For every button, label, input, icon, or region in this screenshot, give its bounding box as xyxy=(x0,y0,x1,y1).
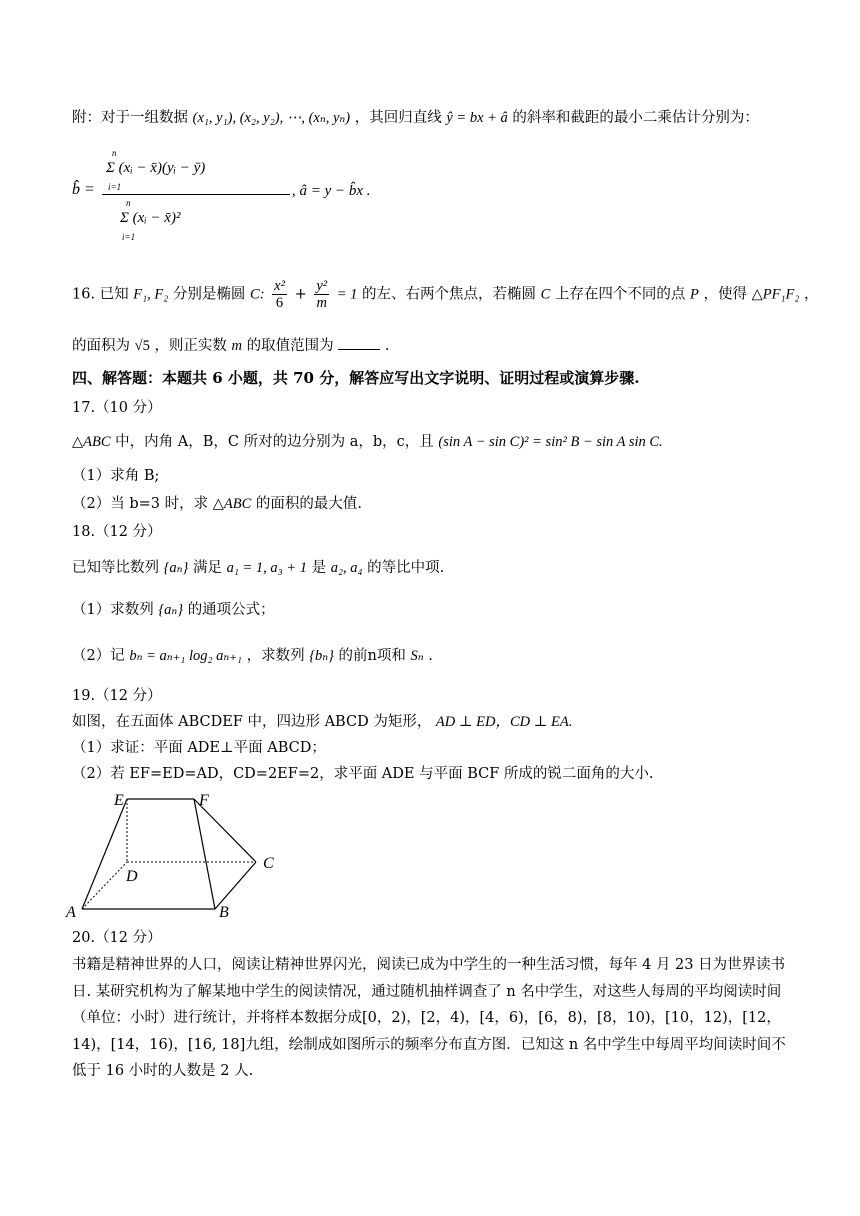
q16-x-den: 6 xyxy=(275,295,284,311)
formula-numerator: Σ (xᵢ − x̄)(yᵢ − ȳ) xyxy=(106,160,206,176)
q18-stem-eq: a₁ = 1, a₃ + 1 xyxy=(226,560,307,576)
answer-blank xyxy=(338,348,380,350)
q20-number: 20.（12 分） xyxy=(72,930,162,946)
q16-line2-suffix: 的取值范围为 xyxy=(246,338,334,354)
q16-x-num: x² xyxy=(274,278,285,294)
appendix-line xyxy=(72,108,792,128)
numerator-sum-bottom: i=1 xyxy=(108,182,122,192)
q17-part2-suffix: 的面积的最大值. xyxy=(255,496,362,512)
q16-y-den: m xyxy=(316,295,327,311)
q16-mid1: 分别是椭圆 xyxy=(172,286,246,303)
appendix-prefix: 附：对于一组数据 xyxy=(72,110,188,126)
q18-part1-seq: {aₙ} xyxy=(158,602,184,618)
q16-c: C xyxy=(540,286,551,303)
q16-p: P xyxy=(690,286,699,303)
q18-part2-mid: ，求数列 xyxy=(246,648,305,664)
q18-stem xyxy=(72,558,792,578)
label-b: B xyxy=(219,904,229,921)
denominator-sum-bottom: i=1 xyxy=(122,232,136,242)
q16-line2-mid: ，则正实数 xyxy=(154,338,227,354)
q17-part2-prefix: （2）当 b=3 时，求 xyxy=(72,496,209,512)
q18-stem-is: 是 xyxy=(311,560,327,576)
edge-ae xyxy=(82,799,127,909)
q16-mid2: 的左、右两个焦点，若椭圆 xyxy=(362,286,537,303)
q18-part2-end: . xyxy=(428,648,433,664)
q18-stem-terms: a₂, a₄ xyxy=(330,560,363,576)
q18-part2-seq: {bₙ} xyxy=(309,648,334,664)
q18-part2-suffix: 的前n项和 xyxy=(338,648,406,664)
q16-line2-end: . xyxy=(384,338,390,354)
b-hat-formula xyxy=(72,148,372,248)
q16-line2-prefix: 的面积为 xyxy=(72,338,130,354)
q19-stem xyxy=(72,712,792,732)
pentahedron-figure xyxy=(60,785,300,925)
q16-eq-tail: = 1 xyxy=(336,286,358,303)
q16-mid3: 上存在四个不同的点 xyxy=(554,286,686,303)
q17-part1: （1）求角 B; xyxy=(72,468,160,484)
q18-part2 xyxy=(72,646,792,666)
q16-line2 xyxy=(72,336,792,356)
appendix-suffix: 的斜率和截距的最小二乘估计分别为： xyxy=(512,110,759,126)
q19-number: 19.（12 分） xyxy=(72,688,162,704)
q16-mid4: ，使得 xyxy=(703,286,747,303)
q18-part1 xyxy=(72,600,792,620)
b-hat-label: b̂ = xyxy=(72,181,95,198)
q16-y-fraction xyxy=(314,278,329,311)
q19-part1: （1）求证：平面 ADE⊥平面 ABCD； xyxy=(72,740,326,756)
denominator-sum-top: n xyxy=(126,198,131,208)
q18-part2-def: bₙ = aₙ₊₁ log₂ aₙ₊₁ xyxy=(129,648,242,664)
q19-stem-cond: AD ⊥ ED，CD ⊥ EA. xyxy=(435,714,573,730)
fraction-bar xyxy=(102,194,290,195)
q18-part1-suffix: 的通项公式； xyxy=(187,602,275,618)
label-c: C xyxy=(263,855,274,872)
q16-y-num: y² xyxy=(316,278,328,294)
q16-sqrt5: √5 xyxy=(134,338,150,354)
q17-number: 17.（10 分） xyxy=(72,400,162,416)
q17-stem-mid: 中，内角 A，B，C 所对的边分别为 a，b，c，且 xyxy=(115,434,434,450)
q16-m: m xyxy=(231,338,243,354)
appendix-regression: ŷ = bx + â xyxy=(446,110,508,126)
q19-part2: （2）若 EF=ED=AD，CD=2EF=2，求平面 ADE 与平面 BCF 所成的锐二面角的大小. xyxy=(72,766,654,782)
q16-triangle: △PF₁F₂ xyxy=(751,286,800,303)
q18-part1-prefix: （1）求数列 xyxy=(72,602,154,618)
q16-x-fraction xyxy=(272,278,287,311)
q18-part2-sum: Sₙ xyxy=(410,648,424,664)
q18-stem-prefix: 已知等比数列 xyxy=(72,560,159,576)
label-d: D xyxy=(126,868,138,885)
q17-part2-triangle: △ABC xyxy=(212,496,252,512)
q16-foci: F₁, F₂ xyxy=(133,286,169,303)
label-a: A xyxy=(66,904,76,921)
formula-denominator: Σ (xᵢ − x̄)² xyxy=(120,210,181,226)
q16-ellipse-label: C: xyxy=(250,286,265,303)
q17-equation: (sin A − sin C)² = sin² B − sin A sin C. xyxy=(438,434,663,450)
q18-seq: {aₙ} xyxy=(163,560,189,576)
q17-triangle: △ABC xyxy=(72,434,111,450)
q18-stem-mid: 满足 xyxy=(192,560,222,576)
q18-stem-suffix: 的等比中项. xyxy=(367,560,445,576)
label-e: E xyxy=(114,792,124,809)
edge-ad-hidden xyxy=(82,862,127,909)
section-heading: 四、解答题：本题共 6 小题，共 70 分，解答应写出文字说明、证明过程或演算步骤. xyxy=(72,369,640,387)
q16-prefix: 16. 已知 xyxy=(72,286,129,303)
q20-paragraph: 书籍是精神世界的人口，阅读让精神世界闪光，阅读已成为中学生的一种生活习惯，每年 4 月 23 日为世界读书日. 某研究机构为了解某地中学生的阅读情况，通过随机抽样调查了 n 名中学生，对这些人每周的平均阅读时间（单位：小时）进行统计，并将样本数据分成[0，2)，[2，4)，[4，6)，[6，8)，[8，10)，[10，12)，[12，14)，[14，16)，[16, 18]九组，绘制成如图所示的频率分布直方图．已知这 n 名中学生中每周平均间读时间不低于 16 小时的人数是 2 人. xyxy=(72,957,786,1079)
label-f: F xyxy=(199,792,209,809)
appendix-data-set: (x₁, y₁), (x₂, y₂), ⋯, (xₙ, yₙ) xyxy=(192,110,351,126)
numerator-sum-top: n xyxy=(112,148,117,158)
q17-stem xyxy=(72,432,792,452)
a-hat-formula: , â = y − b̂x . xyxy=(292,183,371,199)
edge-fb xyxy=(194,799,215,909)
q16-comma: ， xyxy=(804,286,819,303)
q18-number: 18.（12 分） xyxy=(72,524,162,540)
q19-stem-prefix: 如图，在五面体 ABCDEF 中，四边形 ABCD 为矩形， xyxy=(72,714,432,730)
edge-bc xyxy=(215,862,256,909)
q18-part2-prefix: （2）记 xyxy=(72,648,125,664)
appendix-middle: ，其回归直线 xyxy=(354,110,442,126)
q17-part2 xyxy=(72,494,792,514)
q16-line1: 16. 已知 F₁, F₂ 分别是椭圆 C: $\frac{\text{x²}}{6}$ + $\frac{\text{y²}}{m}$ = 1 的左、右两个焦点，若椭圆 C 上存在四个不同的点 P ，使得 △PF₁F₂ ， xyxy=(72,278,819,311)
